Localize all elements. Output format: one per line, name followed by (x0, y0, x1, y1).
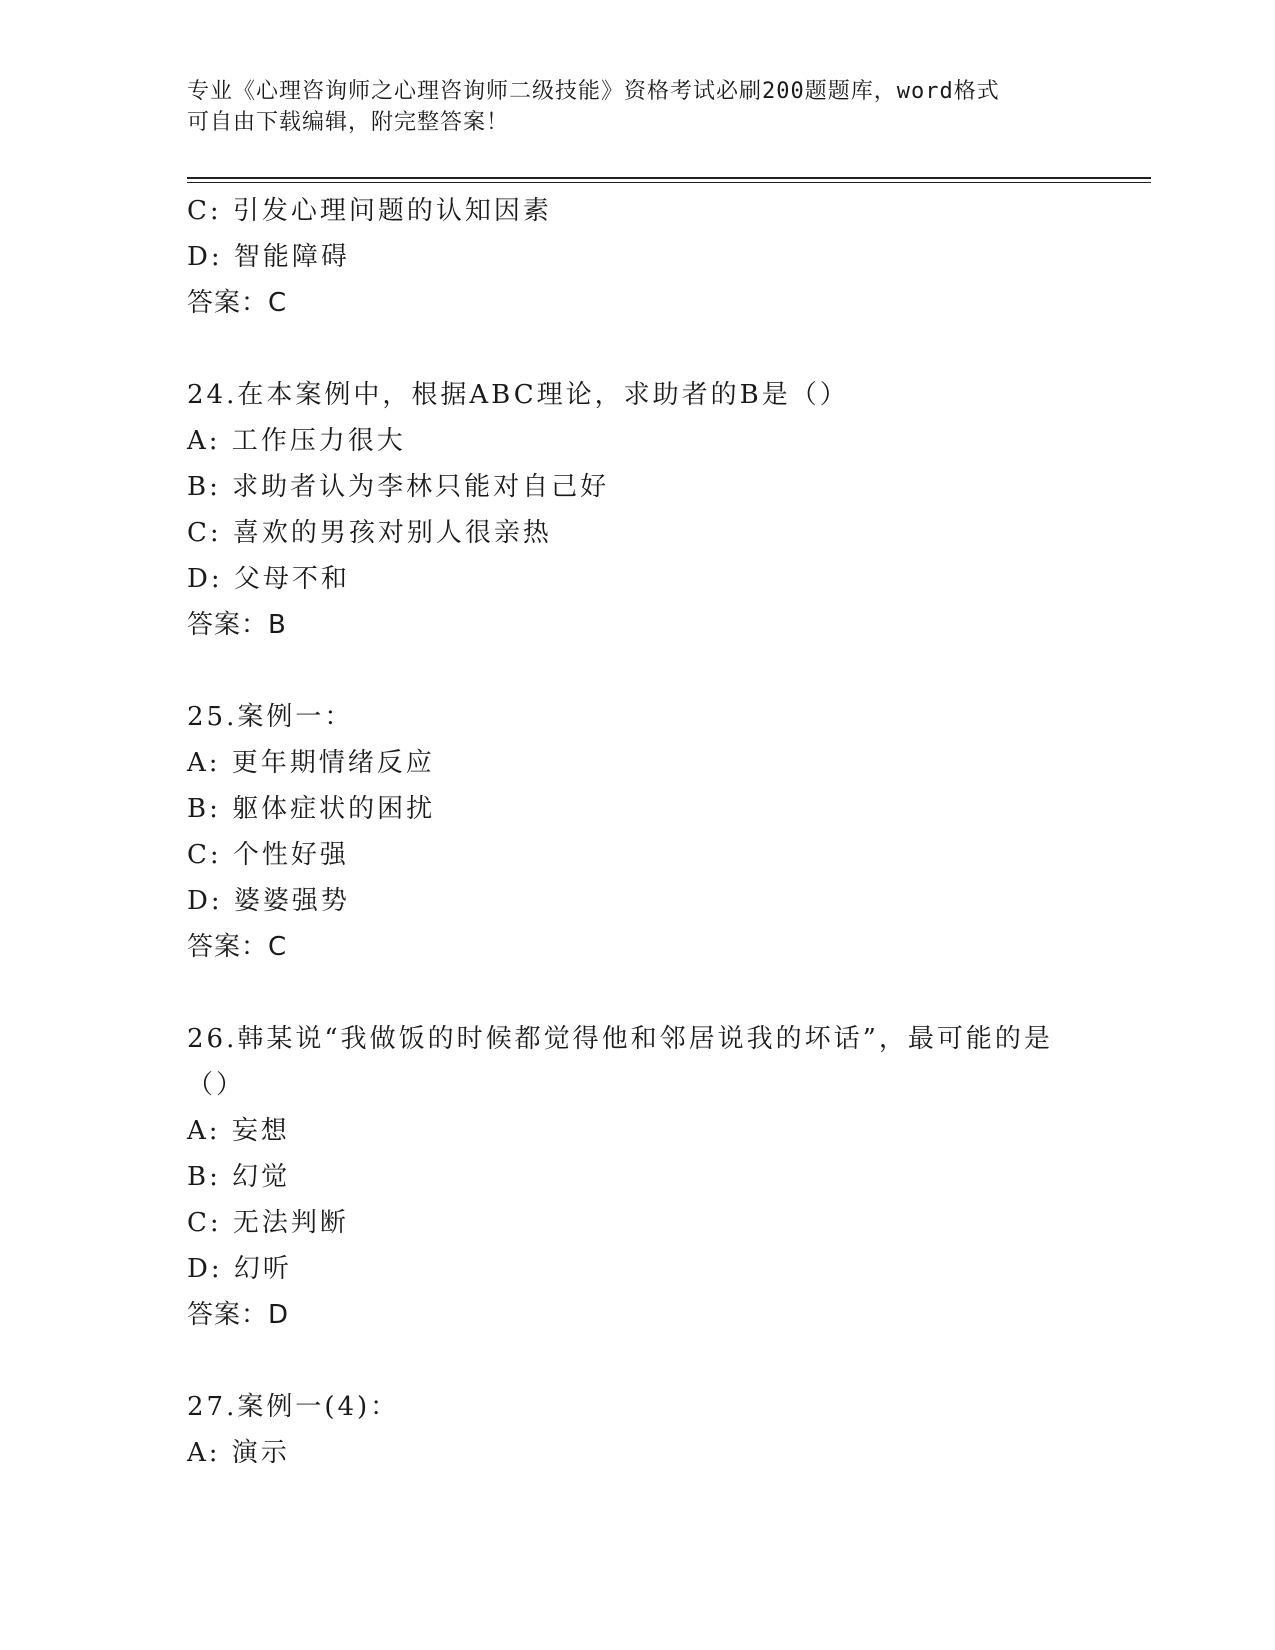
question-text: 25.案例一： (187, 702, 354, 732)
option-line: A: 更年期情绪反应 (187, 748, 435, 778)
option-line: C: 引发心理问题的认知因素 (187, 196, 552, 226)
answer-line: 答案：D (187, 1300, 290, 1330)
header-line-1: 专业《心理咨询师之心理咨询师二级技能》资格考试必刷200题题库，word格式 (187, 79, 1000, 104)
option-line: A: 妄想 (187, 1116, 290, 1146)
option-line: C: 个性好强 (187, 840, 349, 870)
option-line: C: 无法判断 (187, 1208, 349, 1238)
spacer (187, 648, 1087, 694)
header-divider-thick (187, 177, 1151, 179)
answer-line: 答案：B (187, 610, 287, 640)
header-divider-thin (187, 182, 1151, 183)
question-block (187, 694, 1087, 970)
option-line: D: 智能障碍 (187, 242, 350, 272)
question-block (187, 188, 1087, 326)
spacer (187, 970, 1087, 1016)
option-line: D: 婆婆强势 (187, 886, 350, 916)
option-line: B: 求助者认为李林只能对自己好 (187, 472, 610, 502)
question-block (187, 1384, 1087, 1476)
answer-line: 答案：C (187, 932, 288, 962)
question-text: 24.在本案例中，根据ABC理论，求助者的B是（） (187, 380, 849, 410)
question-block (187, 372, 1087, 648)
question-text: 27.案例一(4)： (187, 1392, 400, 1422)
answer-line: 答案：C (187, 288, 288, 318)
question-content (187, 188, 1087, 1476)
option-line: D: 幻听 (187, 1254, 292, 1284)
option-line: C: 喜欢的男孩对别人很亲热 (187, 518, 552, 548)
option-line: A: 工作压力很大 (187, 426, 406, 456)
option-line: D: 父母不和 (187, 564, 350, 594)
question-text-continued: （） (187, 1070, 246, 1100)
option-line: B: 幻觉 (187, 1162, 291, 1192)
document-header (187, 76, 1087, 138)
question-text: 26.韩某说“我做饭的时候都觉得他和邻居说我的坏话”，最可能的是 (187, 1024, 1053, 1054)
question-block (187, 1016, 1087, 1338)
option-line: A: 演示 (187, 1438, 290, 1468)
spacer (187, 1338, 1087, 1384)
spacer (187, 326, 1087, 372)
option-line: B: 躯体症状的困扰 (187, 794, 436, 824)
header-line-2: 可自由下载编辑，附完整答案！ (187, 110, 510, 135)
